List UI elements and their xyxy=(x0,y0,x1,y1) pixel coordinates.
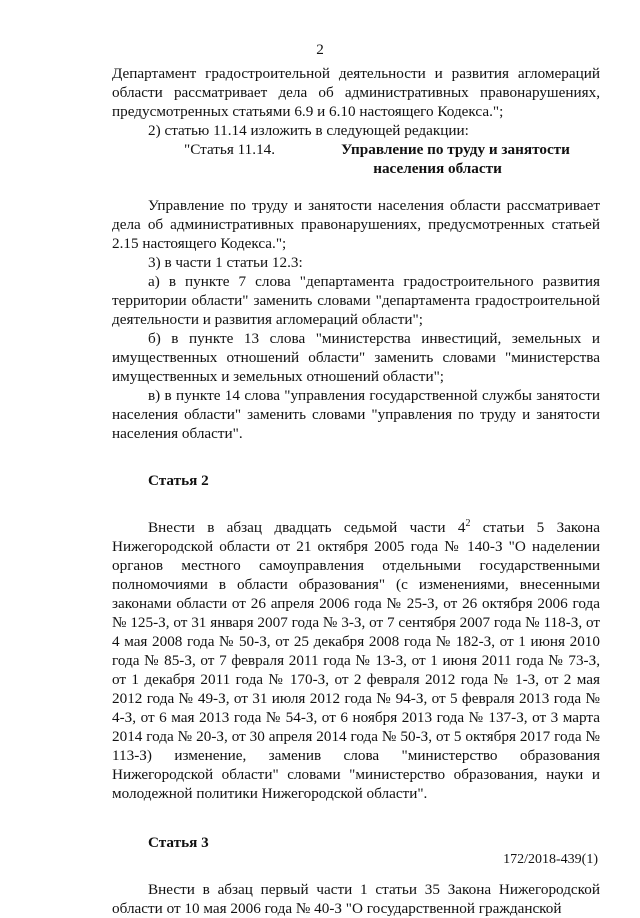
article-heading: Статья 3 xyxy=(148,834,209,851)
paragraph: Управление по труду и занятости населения области рассматривает дела об административных правонарушениях, предусмотренных статьей 2.15 настоящего Кодекса."; xyxy=(112,197,600,252)
paragraph: в) в пункте 14 слова "управления государственной службы занятости населения области" заменить словами "управления по труду и занятости населения области". xyxy=(112,387,600,442)
article-heading: Статья 2 xyxy=(148,472,209,489)
page-number: 2 xyxy=(316,41,324,58)
paragraph: Департамент градостроительной деятельности и развития агломераций области рассматривает дела об административных правонарушениях, предусмотренных статьями 6.9 и 6.10 настоящего Кодекса."; xyxy=(112,65,600,120)
document-body xyxy=(112,64,600,918)
paragraph: 2) статью 11.14 изложить в следующей редакции: xyxy=(148,122,469,139)
article-title-prefix: "Статья 11.14. xyxy=(184,141,276,158)
paragraph xyxy=(112,518,600,803)
paragraph: 3) в части 1 статьи 12.3: xyxy=(148,254,303,271)
superscript: 2 xyxy=(465,517,471,529)
paragraph: б) в пункте 13 слова "министерства инвестиций, земельных и имущественных отношений области" заменить словами "министерства имущественных и земельных отношений области"; xyxy=(112,330,600,385)
text-run: статьи 5 Закона Нижегородской области от 21 октября 2005 года № 140-З "О наделении органов местного самоуправления отдельными государственными полномочиями в области образования" (с изменениями, внесенными законами области от 26 апреля 2006 года № 25-З, от 26 октября 2006 года № 125-З, от 31 января 2007 года № 3-З, от 7 сентября 2007 года № 118-З, от 4 мая 2008 года № 50-З, от 25 декабря 2008 года № 182-З, от 1 июня 2010 года № 85-З, от 7 февраля 2011 года № 13-З, от 1 июня 2011 года № 73-З, от 1 декабря 2011 года № 170-З, от 2 февраля 2012 года № 1-З, от 2 мая 2012 года № 49-З, от 31 июля 2012 года № 94-З, от 5 февраля 2013 года № 4-З, от 6 мая 2013 года № 54-З, от 6 ноября 2013 года № 137-З, от 3 марта 2014 года № 20-З, от 30 апреля 2014 года № 50-З, от 5 октября 2017 года № 113-З) изменение, заменив слова "министерство образования Нижегородской области" словами "министерство образования, науки и молодежной политики Нижегородской области". xyxy=(112,519,601,802)
article-title xyxy=(112,140,600,178)
text-run: Внести в абзац двадцать седьмой части 4 xyxy=(148,519,466,536)
article-title-name: Управление по труду и занятости населения области xyxy=(341,141,570,177)
paragraph: а) в пункте 7 слова "департамента градостроительного развития территории области" заменить словами "департамента градостроительной деятельности и развития агломераций области"; xyxy=(112,273,600,328)
document-code: 172/2018-439(1) xyxy=(503,852,598,867)
paragraph: Внести в абзац первый части 1 статьи 35 Закона Нижегородской области от 10 мая 2006 года № 40-З "О государственной гражданской xyxy=(112,881,600,917)
